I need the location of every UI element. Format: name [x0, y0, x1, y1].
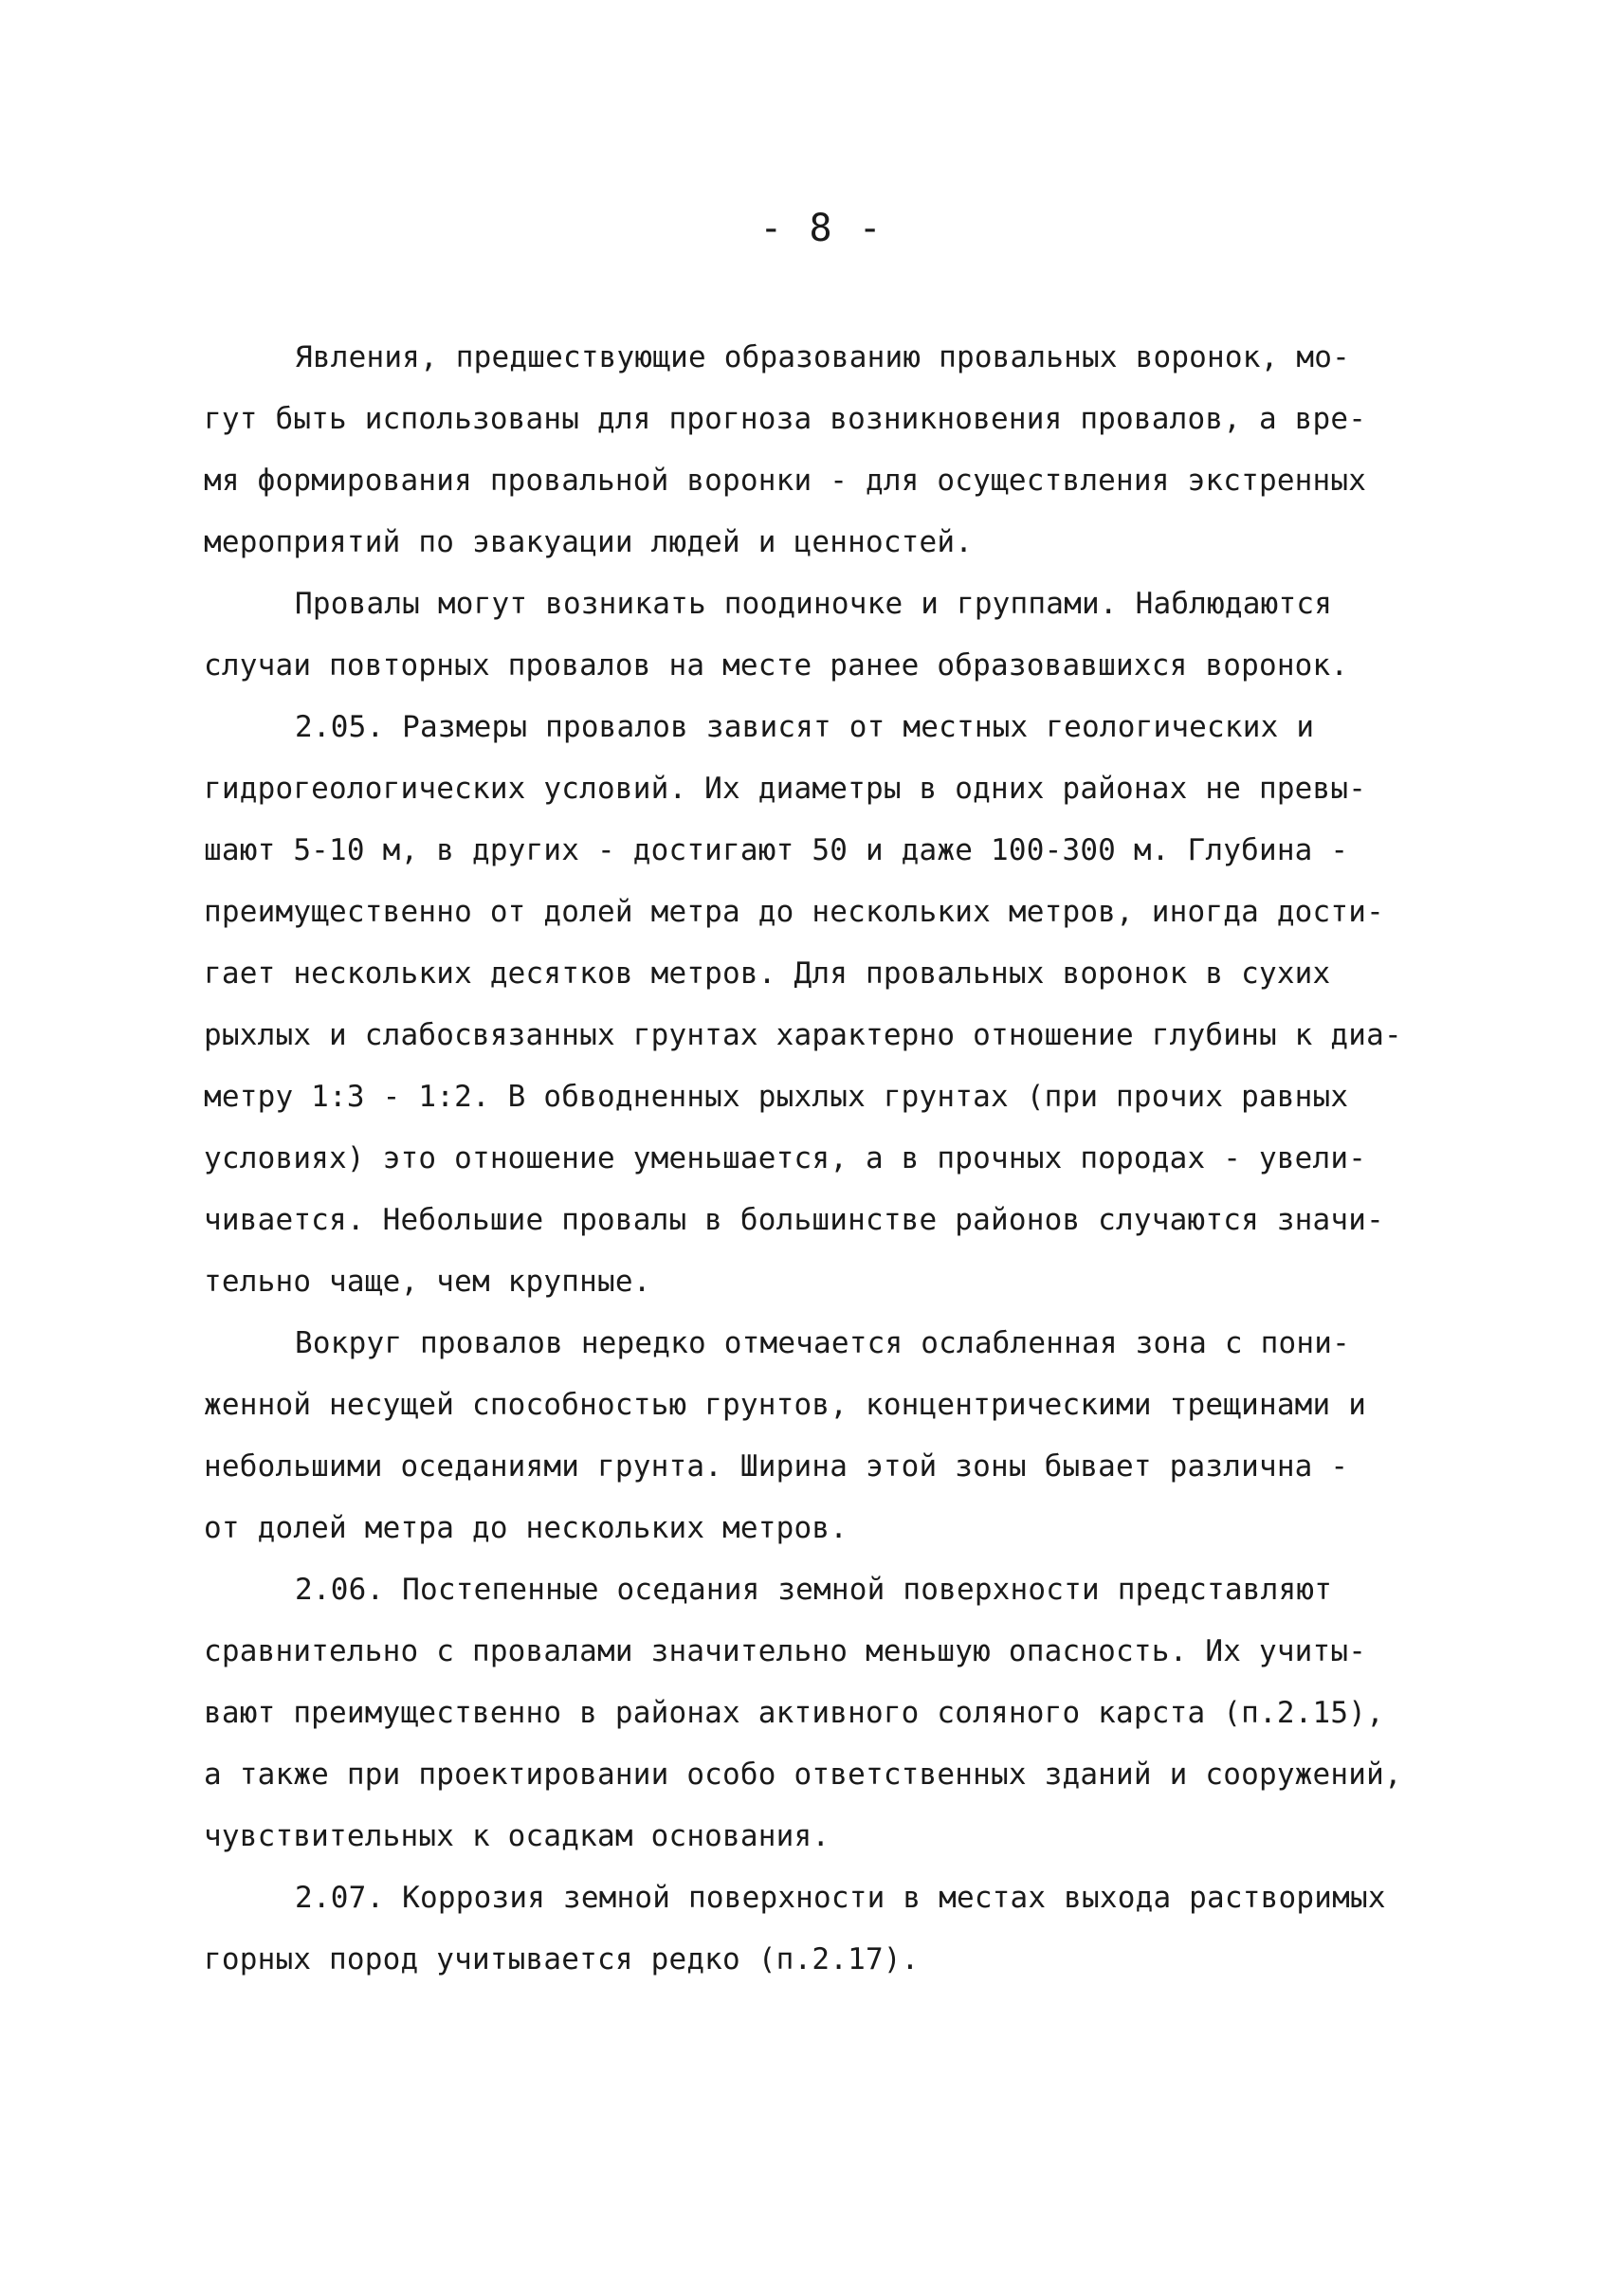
text-line: гут быть использованы для прогноза возникновения провалов, а вре- [204, 402, 1367, 436]
body-text [204, 327, 1436, 1991]
text-line: небольшими оседаниями грунта. Ширина этой зоны бывает различна - [204, 1449, 1349, 1484]
text-line: женной несущей способностью грунтов, концентрическими трещинами и [204, 1388, 1367, 1422]
text-line: мя формирования провальной воронки - для осуществления экстренных [204, 464, 1367, 498]
text-line: Вокруг провалов нередко отмечается ослабленная зона с пони- [295, 1326, 1350, 1360]
text-line: 2.05. Размеры провалов зависят от местных геологических и [295, 710, 1315, 744]
text-line: тельно чаще, чем крупные. [204, 1265, 651, 1299]
text-line: преимущественно от долей метра до нескольких метров, иногда дости- [204, 895, 1384, 929]
text-line: рыхлых и слабосвязанных грунтах характерно отношение глубины к диа- [204, 1018, 1402, 1052]
text-line: мероприятий по эвакуации людей и ценностей. [204, 525, 974, 559]
text-line: а также при проектировании особо ответственных зданий и сооружений, [204, 1758, 1402, 1792]
text-line: условиях) это отношение уменьшается, а в прочных породах - увели- [204, 1141, 1367, 1175]
text-line: 2.06. Постепенные оседания земной поверхности представляют [295, 1573, 1333, 1607]
text-line: 2.07. Коррозия земной поверхности в местах выхода растворимых [295, 1881, 1386, 1915]
text-line: Провалы могут возникать поодиночке и группами. Наблюдаются [295, 587, 1333, 621]
text-line: метру 1:3 - 1:2. В обводненных рыхлых грунтах (при прочих равных [204, 1080, 1349, 1114]
text-line: шают 5-10 м, в других - достигают 50 и даже 100-300 м. Глубина - [204, 833, 1349, 867]
text-line: вают преимущественно в районах активного соляного карста (п.2.15), [204, 1696, 1384, 1730]
text-line: сравнительно с провалами значительно меньшую опасность. Их учиты- [204, 1634, 1367, 1668]
text-line: горных пород учитывается редко (п.2.17). [204, 1942, 920, 1976]
page-number: - 8 - [759, 207, 884, 250]
text-line: гидрогеологических условий. Их диаметры в одних районах не превы- [204, 772, 1367, 806]
text-line: от долей метра до нескольких метров. [204, 1511, 848, 1545]
text-line: чивается. Небольшие провалы в большинстве районов случаются значи- [204, 1203, 1384, 1237]
text-line: Явления, предшествующие образованию провальных воронок, мо- [295, 340, 1350, 374]
text-line: случаи повторных провалов на месте ранее образовавшихся воронок. [204, 648, 1349, 683]
text-line: чувствительных к осадкам основания. [204, 1819, 830, 1853]
text-line: гает нескольких десятков метров. Для провальных воронок в сухих [204, 956, 1331, 991]
